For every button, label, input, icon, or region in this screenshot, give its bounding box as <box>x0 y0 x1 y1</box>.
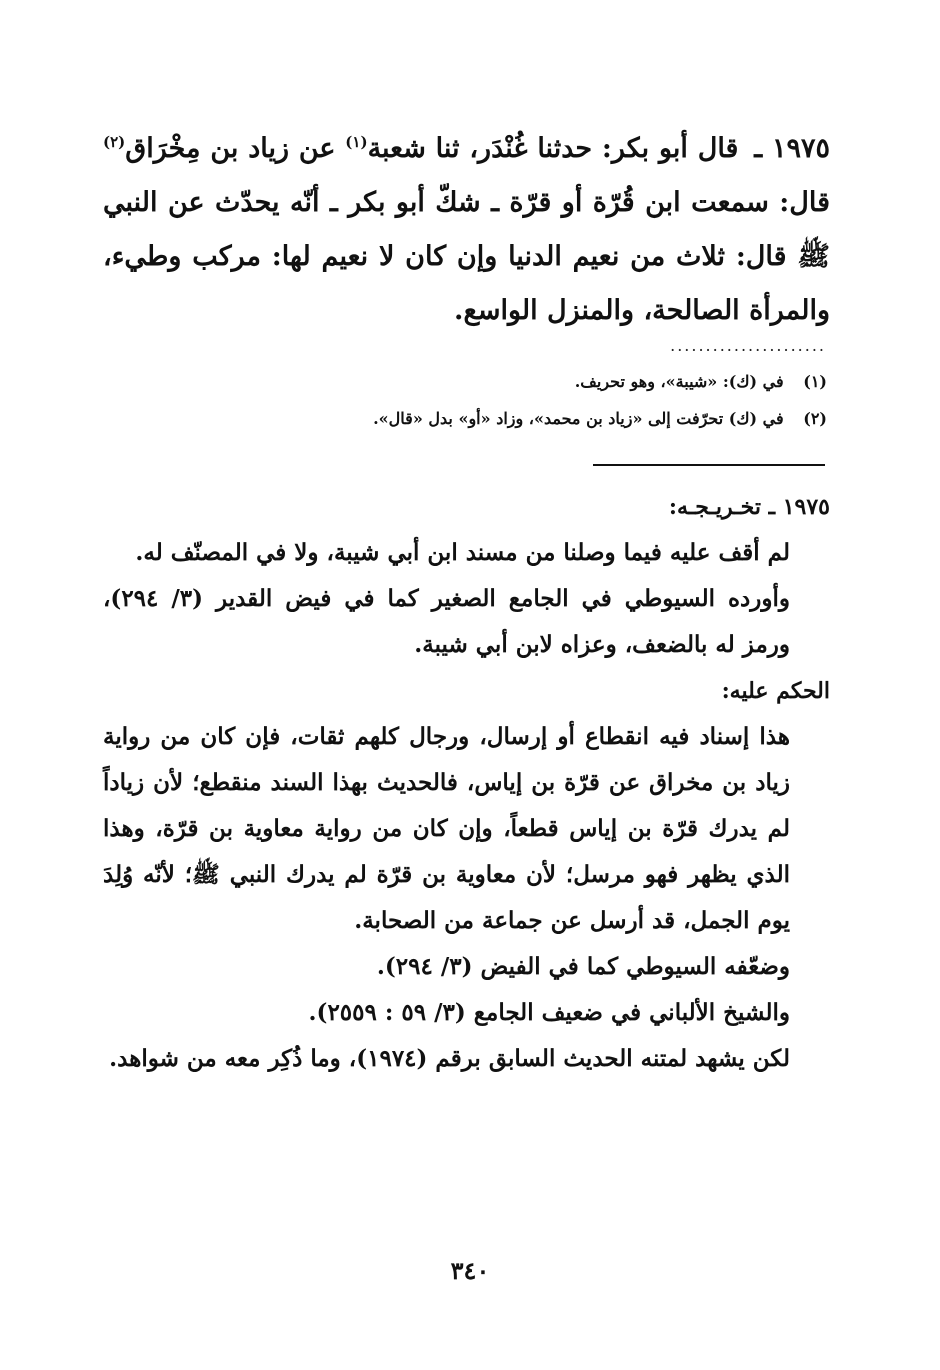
footnote-ref-2: (٢) <box>103 133 126 151</box>
footnote-separator-dots: ...................... <box>670 336 826 355</box>
hadith-paragraph <box>103 122 830 338</box>
hukm-paragraph-albani: والشيخ الألباني في ضعيف الجامع (٣/ ٥٩ : ٢٥٥٩). <box>308 999 790 1026</box>
takhrij-paragraph-1: لم أقف عليه فيما وصلنا من مسند ابن أبي شيبة، ولا في المصنّف له. <box>135 539 790 566</box>
hukm-paragraph-shawahid: لكن يشهد لمتنه الحديث السابق برقم (١٩٧٤)، وما ذُكِر معه من شواهد. <box>109 1045 790 1072</box>
section-divider <box>593 464 825 466</box>
hadith-number: ١٩٧٥ ـ <box>754 133 831 164</box>
hadith-line1b: عن زياد بن <box>210 133 346 164</box>
footnote-2 <box>373 409 827 428</box>
hukm-heading: الحكم عليه: <box>721 678 830 704</box>
hadith-text <box>103 122 830 338</box>
footnote-text: في (ك): «شيبة»، وهو تحريف. <box>574 372 784 391</box>
hadith-line2a: مِخْرَاق <box>125 133 201 164</box>
takhrij-heading: ١٩٧٥ ـ تخـريـجـه: <box>668 494 830 520</box>
takhrij-paragraph-2: وأورده السيوطي في الجامع الصغير كما في فيض القدير (٣/ ٢٩٤)، ورمز له بالضعف، وعزاه لابن أبي شيبة. <box>103 585 790 658</box>
footnote-text: في (ك) تحرّفت إلى «زياد بن محمد»، وزاد «أو» بدل «قال». <box>373 409 784 428</box>
footnote-number: (٢) <box>803 409 827 428</box>
hadith-line1: قال أبو بكر: حدثنا غُنْدَر، ثنا شعبة <box>367 133 739 164</box>
page-number: ٣٤٠ <box>450 1256 490 1285</box>
footnote-ref-1: (١) <box>345 133 368 151</box>
footnote-1 <box>575 372 827 391</box>
takhrij-section <box>103 484 830 1082</box>
footnote-number: (١) <box>803 372 827 391</box>
hukm-paragraph-suyuti: وضعّفه السيوطي كما في الفيض (٣/ ٢٩٤). <box>376 953 790 980</box>
hadith-line2b: قال: سمعت ابن قُرّة أو قرّة ـ شكّ أبو بكر ـ أنّه يحدّث عن النبي ﷺ قال: ثلاث من نعيم الدنيا وإن كان لا نعيم لها: مركب وطيء، والمرأة الصالحة، والمنزل الواسع. <box>103 187 830 326</box>
hukm-paragraph: هذا إسناد فيه انقطاع أو إرسال، ورجال كلهم ثقات، فإن كان من رواية زياد بن مخراق عن قرّة بن إياس، فالحديث بهذا السند منقطع؛ لأن زياداً لم يدرك قرّة بن إياس قطعاً، وإن كان من رواية معاوية بن قرّة، وهذا الذي يظهر فهو مرسل؛ لأن معاوية بن قرّة لم يدرك النبي ﷺ؛ لأنّه وُلِدَ يوم الجمل، قد أرسل عن جماعة من الصحابة. <box>103 723 790 934</box>
